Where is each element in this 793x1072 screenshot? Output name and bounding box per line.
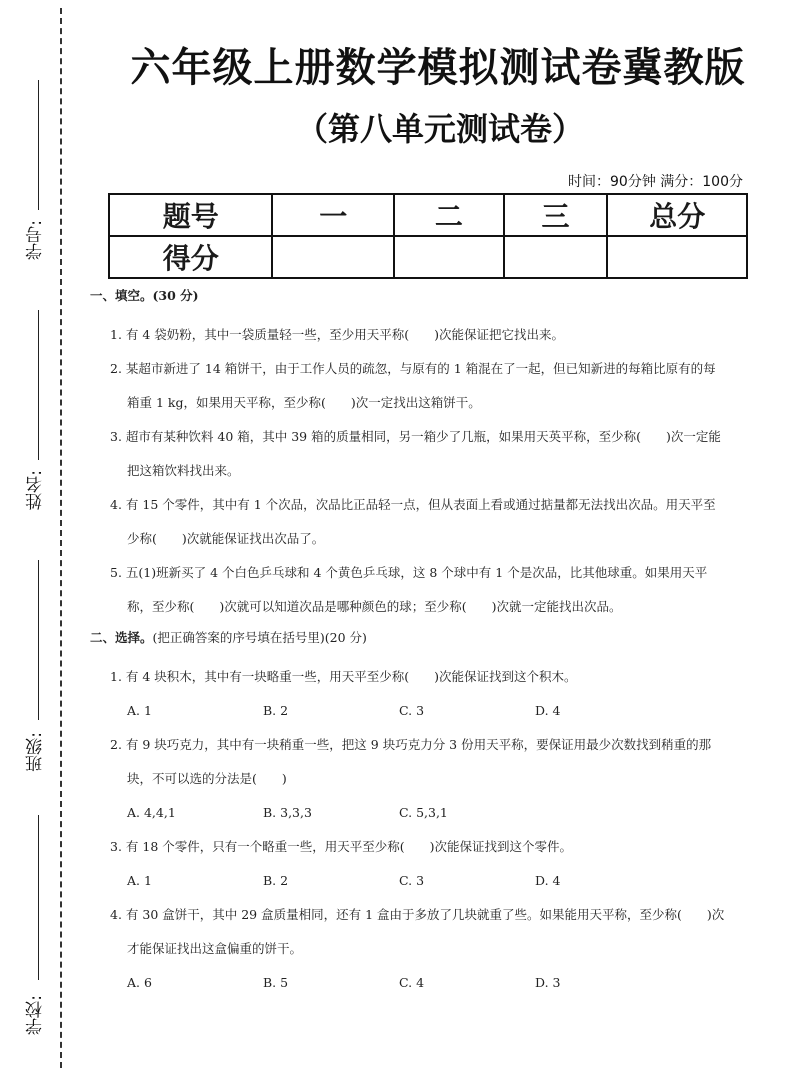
name-label: 姓名: bbox=[26, 470, 46, 510]
choice-question-line: 块，不可以选的分法是( ) bbox=[127, 771, 287, 786]
score-row-label: 得分 bbox=[109, 236, 272, 278]
choice-option[interactable]: A. 1 bbox=[127, 873, 152, 888]
score-header-cell: 三 bbox=[504, 194, 608, 236]
section2-questions bbox=[90, 660, 750, 1000]
choice-question-line: 2. 有 9 块巧克力，其中有一块稍重一些，把这 9 块巧克力分 3 份用天平称，要保证用最少次数找到稍重的那 bbox=[110, 737, 712, 752]
section2-heading bbox=[90, 628, 750, 646]
choice-options bbox=[127, 796, 750, 830]
choice-option[interactable]: D. 3 bbox=[535, 975, 561, 990]
fill-question-line: 1. 有 4 袋奶粉，其中一袋质量轻一些，至少用天平称( )次能保证把它找出来。 bbox=[110, 327, 565, 342]
student-id-label: 学号: bbox=[26, 220, 46, 260]
choice-option[interactable]: C. 3 bbox=[399, 703, 425, 718]
page-title: 六年级上册数学模拟测试卷冀教版 bbox=[130, 45, 746, 91]
choice-option[interactable]: C. 4 bbox=[399, 975, 425, 990]
choice-option[interactable]: C. 3 bbox=[399, 873, 425, 888]
choice-option[interactable]: A. 4,4,1 bbox=[127, 805, 176, 820]
score-header-cell: 总分 bbox=[607, 194, 747, 236]
choice-options bbox=[127, 694, 750, 728]
student-id-field[interactable] bbox=[14, 80, 54, 270]
choice-question-line: 4. 有 30 盒饼干，其中 29 盒质量相同，还有 1 盒由于多放了几块就重了些。如果能用天平称，至少称( )次 bbox=[110, 907, 725, 922]
score-header-cell: 一 bbox=[272, 194, 394, 236]
section1-heading: 一、填空。(30 分) bbox=[90, 288, 199, 303]
student-id-underline bbox=[38, 80, 39, 210]
choice-option[interactable]: B. 2 bbox=[263, 703, 289, 718]
binding-dashed-line bbox=[60, 8, 62, 1068]
score-table-header-row bbox=[109, 194, 747, 236]
score-table bbox=[108, 193, 748, 279]
fill-question-line: 把这箱饮料找出来。 bbox=[127, 463, 240, 478]
page-subtitle: （第八单元测试卷） bbox=[295, 110, 584, 148]
fill-question-line: 4. 有 15 个零件，其中有 1 个次品，次品比正品轻一点，但从表面上看或通过掂量都无法找出次品。用天平至 bbox=[110, 497, 716, 512]
fill-question-line: 少称( )次就能保证找出次品了。 bbox=[127, 531, 325, 546]
fill-question-line: 箱重 1 kg，如果用天平称，至少称( )次一定找出这箱饼干。 bbox=[127, 395, 481, 410]
choice-question-line: 才能保证找出这盒偏重的饼干。 bbox=[127, 941, 303, 956]
choice-option[interactable]: A. 6 bbox=[127, 975, 152, 990]
choice-option[interactable]: B. 3,3,3 bbox=[263, 805, 312, 820]
choice-question-line: 3. 有 18 个零件，只有一个略重一些，用天平至少称( )次能保证找到这个零件。 bbox=[110, 839, 573, 854]
section2-heading-title: 二、选择。 bbox=[90, 630, 153, 645]
section1-questions bbox=[90, 318, 750, 624]
section2-heading-note: (把正确答案的序号填在括号里)(20 分) bbox=[152, 630, 367, 645]
exam-content bbox=[90, 286, 750, 1000]
score-header-cell: 题号 bbox=[109, 194, 272, 236]
name-underline bbox=[38, 310, 39, 460]
choice-options bbox=[127, 864, 750, 898]
fill-question-line: 称，至少称( )次就可以知道次品是哪种颜色的球；至少称( )次就一定能找出次品。 bbox=[127, 599, 622, 614]
school-underline bbox=[38, 815, 39, 980]
fill-question-line: 3. 超市有某种饮料 40 箱，其中 39 箱的质量相同，另一箱少了几瓶，如果用天英平称，至少称( )次一定能 bbox=[110, 429, 721, 444]
score-cell[interactable] bbox=[272, 236, 394, 278]
score-cell[interactable] bbox=[394, 236, 504, 278]
choice-option[interactable]: A. 1 bbox=[127, 703, 152, 718]
class-field[interactable] bbox=[14, 560, 54, 780]
choice-options bbox=[127, 966, 750, 1000]
score-cell[interactable] bbox=[504, 236, 608, 278]
class-label: 班级: bbox=[26, 732, 46, 772]
choice-option[interactable]: D. 4 bbox=[535, 703, 561, 718]
score-table-score-row bbox=[109, 236, 747, 278]
score-cell[interactable] bbox=[607, 236, 747, 278]
choice-question-line: 1. 有 4 块积木，其中有一块略重一些，用天平至少称( )次能保证找到这个积木。 bbox=[110, 669, 577, 684]
fill-question-line: 5. 五(1)班新买了 4 个白色乒乓球和 4 个黄色乒乓球，这 8 个球中有 1 个是次品，比其他球重。如果用天平 bbox=[110, 565, 708, 580]
fill-question-line: 2. 某超市新进了 14 箱饼干，由于工作人员的疏忽，与原有的 1 箱混在了一起，但已知新进的每箱比原有的每 bbox=[110, 361, 716, 376]
choice-option[interactable]: B. 5 bbox=[263, 975, 289, 990]
time-score-info: 时间：90分钟 满分：100分 bbox=[568, 174, 743, 190]
school-label: 学校: bbox=[26, 995, 46, 1035]
score-header-cell: 二 bbox=[394, 194, 504, 236]
choice-option[interactable]: B. 2 bbox=[263, 873, 289, 888]
class-underline bbox=[38, 560, 39, 720]
school-field[interactable] bbox=[14, 815, 54, 1045]
choice-option[interactable]: C. 5,3,1 bbox=[399, 805, 448, 820]
choice-option[interactable]: D. 4 bbox=[535, 873, 561, 888]
name-field[interactable] bbox=[14, 310, 54, 520]
